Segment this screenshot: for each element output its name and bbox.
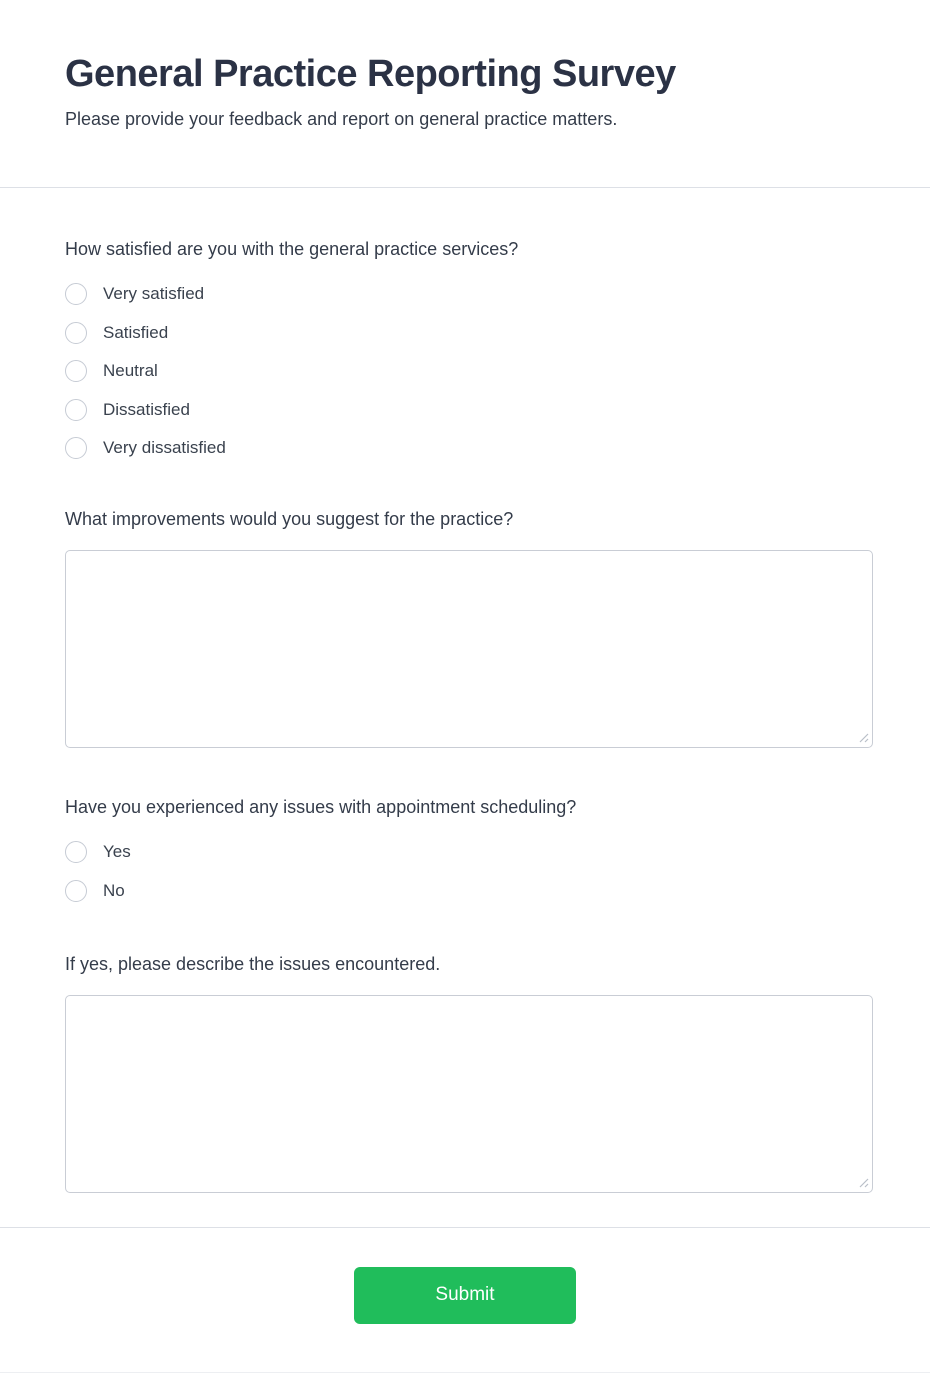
radio-option-dissatisfied[interactable] [65,399,190,421]
question-issue-description [65,952,873,1193]
resize-handle-icon[interactable] [857,1176,869,1188]
scheduling-radio-group [65,841,873,902]
satisfaction-radio-group [65,283,873,459]
question-label: How satisfied are you with the general practice services? [65,239,519,259]
issues-textarea-wrap [65,995,873,1193]
submit-button[interactable]: Submit [354,1267,576,1324]
radio-button-icon[interactable] [65,360,87,382]
radio-option-label: Satisfied [103,322,169,342]
radio-button-icon[interactable] [65,437,87,459]
radio-button-icon[interactable] [65,880,87,902]
radio-option-label: Neutral [103,361,158,380]
radio-button-icon[interactable] [65,841,87,863]
question-label: What improvements would you suggest for the practice? [65,509,514,529]
improvements-textarea-wrap [65,550,873,748]
question-label: Have you experienced any issues with appointment scheduling? [65,797,577,817]
radio-option-very-dissatisfied[interactable] [65,437,226,459]
submit-row [0,1228,930,1324]
issues-textarea[interactable] [65,995,873,1193]
radio-option-label: Very dissatisfied [103,438,226,457]
radio-option-satisfied[interactable] [65,322,168,344]
radio-option-label: Very satisfied [103,284,205,303]
page-subtitle: Please provide your feedback and report on general practice matters. [65,109,618,129]
survey-form [0,188,930,1193]
radio-button-icon[interactable] [65,322,87,344]
radio-option-label: Yes [103,842,131,861]
improvements-textarea[interactable] [65,550,873,748]
radio-option-very-satisfied[interactable] [65,283,204,305]
radio-option-neutral[interactable] [65,360,158,382]
question-label: If yes, please describe the issues encountered. [65,953,441,974]
form-header [0,0,930,132]
radio-option-label: No [103,880,125,900]
radio-button-icon[interactable] [65,399,87,421]
question-scheduling-issues [65,795,873,902]
radio-option-yes[interactable] [65,841,131,863]
radio-option-label: Dissatisfied [103,399,190,419]
radio-option-no[interactable] [65,880,125,902]
question-satisfaction [65,237,873,459]
resize-handle-icon[interactable] [857,731,869,743]
question-improvements [65,507,873,748]
page-title: General Practice Reporting Survey [65,53,676,95]
radio-button-icon[interactable] [65,283,87,305]
